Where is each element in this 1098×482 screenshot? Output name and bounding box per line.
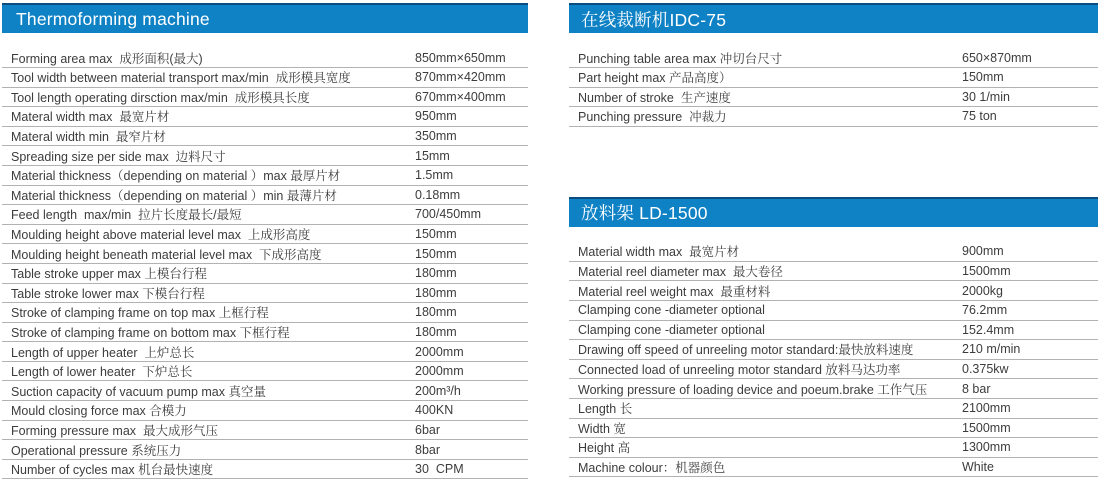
spec-value: 75 ton bbox=[962, 109, 997, 124]
spec-value: 30 CPM bbox=[415, 462, 464, 477]
spec-value: 650×870mm bbox=[962, 50, 1032, 65]
spec-value: 2000kg bbox=[962, 283, 1004, 298]
spec-value: 76.2mm bbox=[962, 303, 1008, 318]
spec-value: 2000mm bbox=[415, 364, 464, 379]
spec-row bbox=[2, 225, 528, 245]
spec-row bbox=[2, 381, 528, 401]
spec-row bbox=[569, 438, 1098, 458]
spec-label: Number of stroke 生产速度 bbox=[578, 90, 731, 105]
spec-row bbox=[569, 321, 1098, 341]
spec-label: Machine colour：机器颜色 bbox=[578, 460, 726, 475]
spec-value: 870mm×420mm bbox=[415, 70, 506, 85]
spec-label: Mould closing force max 合模力 bbox=[11, 404, 187, 419]
spec-value: 180mm bbox=[415, 266, 457, 281]
spec-label: Operational pressure 系统压力 bbox=[11, 443, 182, 458]
spec-label: Stroke of clamping frame on top max 上框行程 bbox=[11, 306, 269, 321]
spec-row bbox=[2, 440, 528, 460]
spec-label: Number of cycles max 机台最快速度 bbox=[11, 463, 214, 478]
spec-label: Material thickness（depending on material ）min 最薄片材 bbox=[11, 188, 337, 203]
spec-value: 0.18mm bbox=[415, 187, 461, 202]
spec-value: 200m³/h bbox=[415, 383, 461, 398]
spec-label: Suction capacity of vacuum pump max 真空量 bbox=[11, 384, 266, 399]
spec-row bbox=[2, 323, 528, 343]
spec-label: Connected load of unreeling motor standard 放料马达功率 bbox=[578, 363, 901, 378]
spec-row bbox=[569, 88, 1098, 108]
spec-value: 950mm bbox=[415, 109, 457, 124]
spec-label: Clamping cone -diameter optional bbox=[578, 303, 765, 318]
spec-label: Moulding height beneath material level max 下成形高度 bbox=[11, 247, 322, 262]
spec-row bbox=[569, 68, 1098, 88]
spec-value: 1500mm bbox=[962, 264, 1011, 279]
spec-row bbox=[569, 379, 1098, 399]
spec-label: Materal width min 最窄片材 bbox=[11, 130, 166, 145]
section-header-thermoforming-machine bbox=[2, 3, 528, 33]
spec-label: Length 长 bbox=[578, 402, 633, 417]
spec-value: 850mm×650mm bbox=[415, 50, 506, 65]
section-title: Thermoforming machine bbox=[16, 8, 210, 29]
spec-value: 150mm bbox=[415, 227, 457, 242]
spec-value: 350mm bbox=[415, 129, 457, 144]
spec-value: 180mm bbox=[415, 305, 457, 320]
spec-row bbox=[2, 264, 528, 284]
spec-row bbox=[2, 127, 528, 147]
spec-table-ld-1500 bbox=[569, 242, 1098, 477]
spec-label: Table stroke lower max 下模台行程 bbox=[11, 286, 205, 301]
spec-label: Clamping cone -diameter optional bbox=[578, 322, 765, 337]
spec-row bbox=[2, 342, 528, 362]
spec-label: Width 宽 bbox=[578, 421, 626, 436]
spec-row bbox=[569, 399, 1098, 419]
spec-row bbox=[2, 362, 528, 382]
spec-value: 670mm×400mm bbox=[415, 89, 506, 104]
spec-value: 400KN bbox=[415, 403, 454, 418]
spec-value: 180mm bbox=[415, 325, 457, 339]
spec-value: 1.5mm bbox=[415, 168, 454, 183]
spec-label: Forming area max 成形面积(最大) bbox=[11, 51, 203, 66]
spec-value: 2000mm bbox=[415, 344, 464, 359]
spec-label: Material reel weight max 最重材料 bbox=[578, 284, 771, 299]
spec-label: Height 高 bbox=[578, 441, 631, 456]
right-column bbox=[569, 3, 1098, 477]
spec-row bbox=[569, 360, 1098, 380]
spec-label: Material thickness（depending on material ）max 最厚片材 bbox=[11, 169, 341, 184]
spec-label: Material reel diameter max 最大卷径 bbox=[578, 265, 783, 280]
spec-table-idc-75 bbox=[569, 48, 1098, 126]
spec-row bbox=[2, 186, 528, 206]
spec-value: 180mm bbox=[415, 285, 457, 300]
spec-label: Punching pressure 冲裁力 bbox=[578, 110, 727, 125]
spec-table-thermoforming-machine bbox=[2, 48, 528, 479]
spec-row bbox=[569, 242, 1098, 262]
spec-label: Part height max 产品高度） bbox=[578, 71, 732, 86]
spec-value: 6bar bbox=[415, 422, 441, 437]
spec-label: Forming pressure max 最大成形气压 bbox=[11, 423, 218, 438]
spec-label: Materal width max 最宽片材 bbox=[11, 110, 170, 125]
spec-row bbox=[2, 166, 528, 186]
spec-value: 700/450mm bbox=[415, 207, 482, 222]
spec-row bbox=[2, 303, 528, 323]
spec-value: 30 1/min bbox=[962, 89, 1010, 104]
section-title: 在线裁断机IDC-75 bbox=[581, 9, 727, 30]
spec-row bbox=[2, 107, 528, 127]
spec-label: Stroke of clamping frame on bottom max 下框行程 bbox=[11, 326, 290, 340]
section-header-ld-1500 bbox=[569, 197, 1098, 227]
spec-label: Length of lower heater 下炉总长 bbox=[11, 365, 193, 380]
spec-row bbox=[2, 88, 528, 108]
spec-row bbox=[569, 301, 1098, 321]
spec-value: 152.4mm bbox=[962, 322, 1015, 337]
spec-label: Spreading size per side max 边料尺寸 bbox=[11, 149, 226, 164]
spec-label: Tool length operating dirsction max/min 成形模具长度 bbox=[11, 90, 310, 105]
spec-value: 1500mm bbox=[962, 420, 1011, 435]
spec-row bbox=[569, 48, 1098, 68]
spec-value: White bbox=[962, 459, 994, 474]
section-title: 放料架 LD-1500 bbox=[581, 203, 708, 224]
spec-value: 15mm bbox=[415, 148, 450, 163]
spec-label: Feed length max/min 拉片长度最长/最短 bbox=[11, 208, 242, 223]
spec-value: 8 bar bbox=[962, 381, 991, 396]
spec-label: Table stroke upper max 上模台行程 bbox=[11, 267, 207, 282]
spec-label: Tool width between material transport max/min 成形模具宽度 bbox=[11, 71, 351, 86]
spec-value: 900mm bbox=[962, 244, 1004, 259]
spec-row bbox=[569, 262, 1098, 282]
spec-row bbox=[569, 458, 1098, 478]
spec-value: 8bar bbox=[415, 442, 441, 457]
spec-label: Drawing off speed of unreeling motor standard:最快放料速度 bbox=[578, 343, 914, 358]
spec-label: Working pressure of loading device and poeum.brake 工作气压 bbox=[578, 382, 928, 397]
spec-row bbox=[569, 107, 1098, 127]
spec-row bbox=[569, 340, 1098, 360]
spec-row bbox=[2, 68, 528, 88]
spec-label: Moulding height above material level max 上成形高度 bbox=[11, 228, 311, 243]
spec-value: 150mm bbox=[415, 246, 457, 261]
spec-row bbox=[2, 284, 528, 304]
spec-value: 210 m/min bbox=[962, 342, 1021, 357]
spec-label: Material width max 最宽片材 bbox=[578, 245, 740, 260]
spec-row bbox=[2, 48, 528, 68]
spec-row bbox=[569, 419, 1098, 439]
spec-value: 0.375kw bbox=[962, 362, 1009, 377]
spec-row bbox=[2, 401, 528, 421]
spec-row bbox=[2, 205, 528, 225]
left-column bbox=[2, 3, 528, 479]
spec-row bbox=[2, 460, 528, 480]
spec-label: Punching table area max 冲切台尺寸 bbox=[578, 51, 783, 66]
spec-row bbox=[2, 146, 528, 166]
spec-value: 1300mm bbox=[962, 440, 1011, 455]
spec-label: Length of upper heater 上炉总长 bbox=[11, 345, 195, 360]
spec-value: 150mm bbox=[962, 70, 1004, 85]
section-header-idc-75 bbox=[569, 3, 1098, 33]
spec-row bbox=[2, 421, 528, 441]
spec-row bbox=[2, 244, 528, 264]
spec-value: 2100mm bbox=[962, 401, 1011, 416]
spec-row bbox=[569, 281, 1098, 301]
